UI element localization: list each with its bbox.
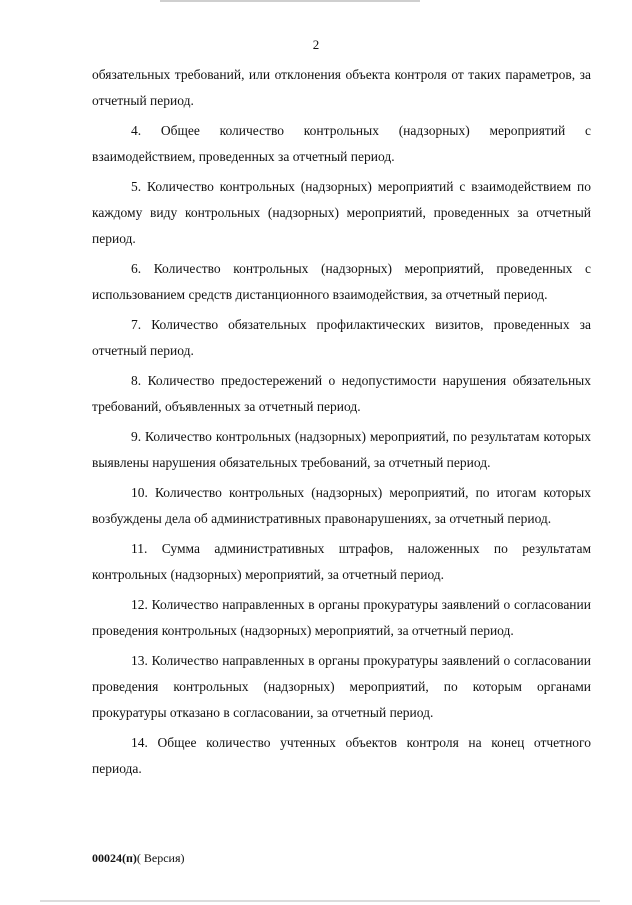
- paragraph-item-13: 13. Количество направленных в органы прокуратуры заявлений о согласовании проведения контрольных (надзорных) мероприятий, по которым органами прокуратуры отказано в согласовании, за отчетный период.: [92, 653, 591, 720]
- scan-artifact-bottom: [40, 900, 600, 902]
- paragraph-item-5: 5. Количество контрольных (надзорных) мероприятий с взаимодействием по каждому виду контрольных (надзорных) мероприятий, проведенных за отчетный период.: [92, 179, 591, 246]
- document-footer: [92, 851, 185, 866]
- paragraph-item-14: 14. Общее количество учтенных объектов контроля на конец отчетного периода.: [92, 735, 591, 776]
- document-version: ( Версия): [136, 851, 185, 865]
- paragraph-item-12: 12. Количество направленных в органы прокуратуры заявлений о согласовании проведения контрольных (надзорных) мероприятий, за отчетный период.: [92, 597, 591, 638]
- paragraph-item-6: 6. Количество контрольных (надзорных) мероприятий, проведенных с использованием средств дистанционного взаимодействия, за отчетный период.: [92, 261, 591, 302]
- paragraph-item-8: 8. Количество предостережений о недопустимости нарушения обязательных требований, объявленных за отчетный период.: [92, 373, 591, 414]
- paragraph-item-7: 7. Количество обязательных профилактических визитов, проведенных за отчетный период.: [92, 317, 591, 358]
- paragraph-item-10: 10. Количество контрольных (надзорных) мероприятий, по итогам которых возбуждены дела об административных правонарушениях, за отчетный период.: [92, 485, 591, 526]
- paragraph-item-11: 11. Сумма административных штрафов, наложенных по результатам контрольных (надзорных) мероприятий, за отчетный период.: [92, 541, 591, 582]
- page-number: 2: [312, 37, 320, 52]
- paragraph-item-4: 4. Общее количество контрольных (надзорных) мероприятий с взаимодействием, проведенных за отчетный период.: [92, 123, 591, 164]
- paragraph-continuation: обязательных требований, или отклонения объекта контроля от таких параметров, за отчетный период.: [92, 67, 591, 108]
- document-body: [92, 62, 591, 786]
- paragraph-item-9: 9. Количество контрольных (надзорных) мероприятий, по результатам которых выявлены нарушения обязательных требований, за отчетный период.: [92, 429, 591, 470]
- scan-artifact-top: [160, 0, 420, 2]
- document-code: 00024(п): [92, 851, 137, 865]
